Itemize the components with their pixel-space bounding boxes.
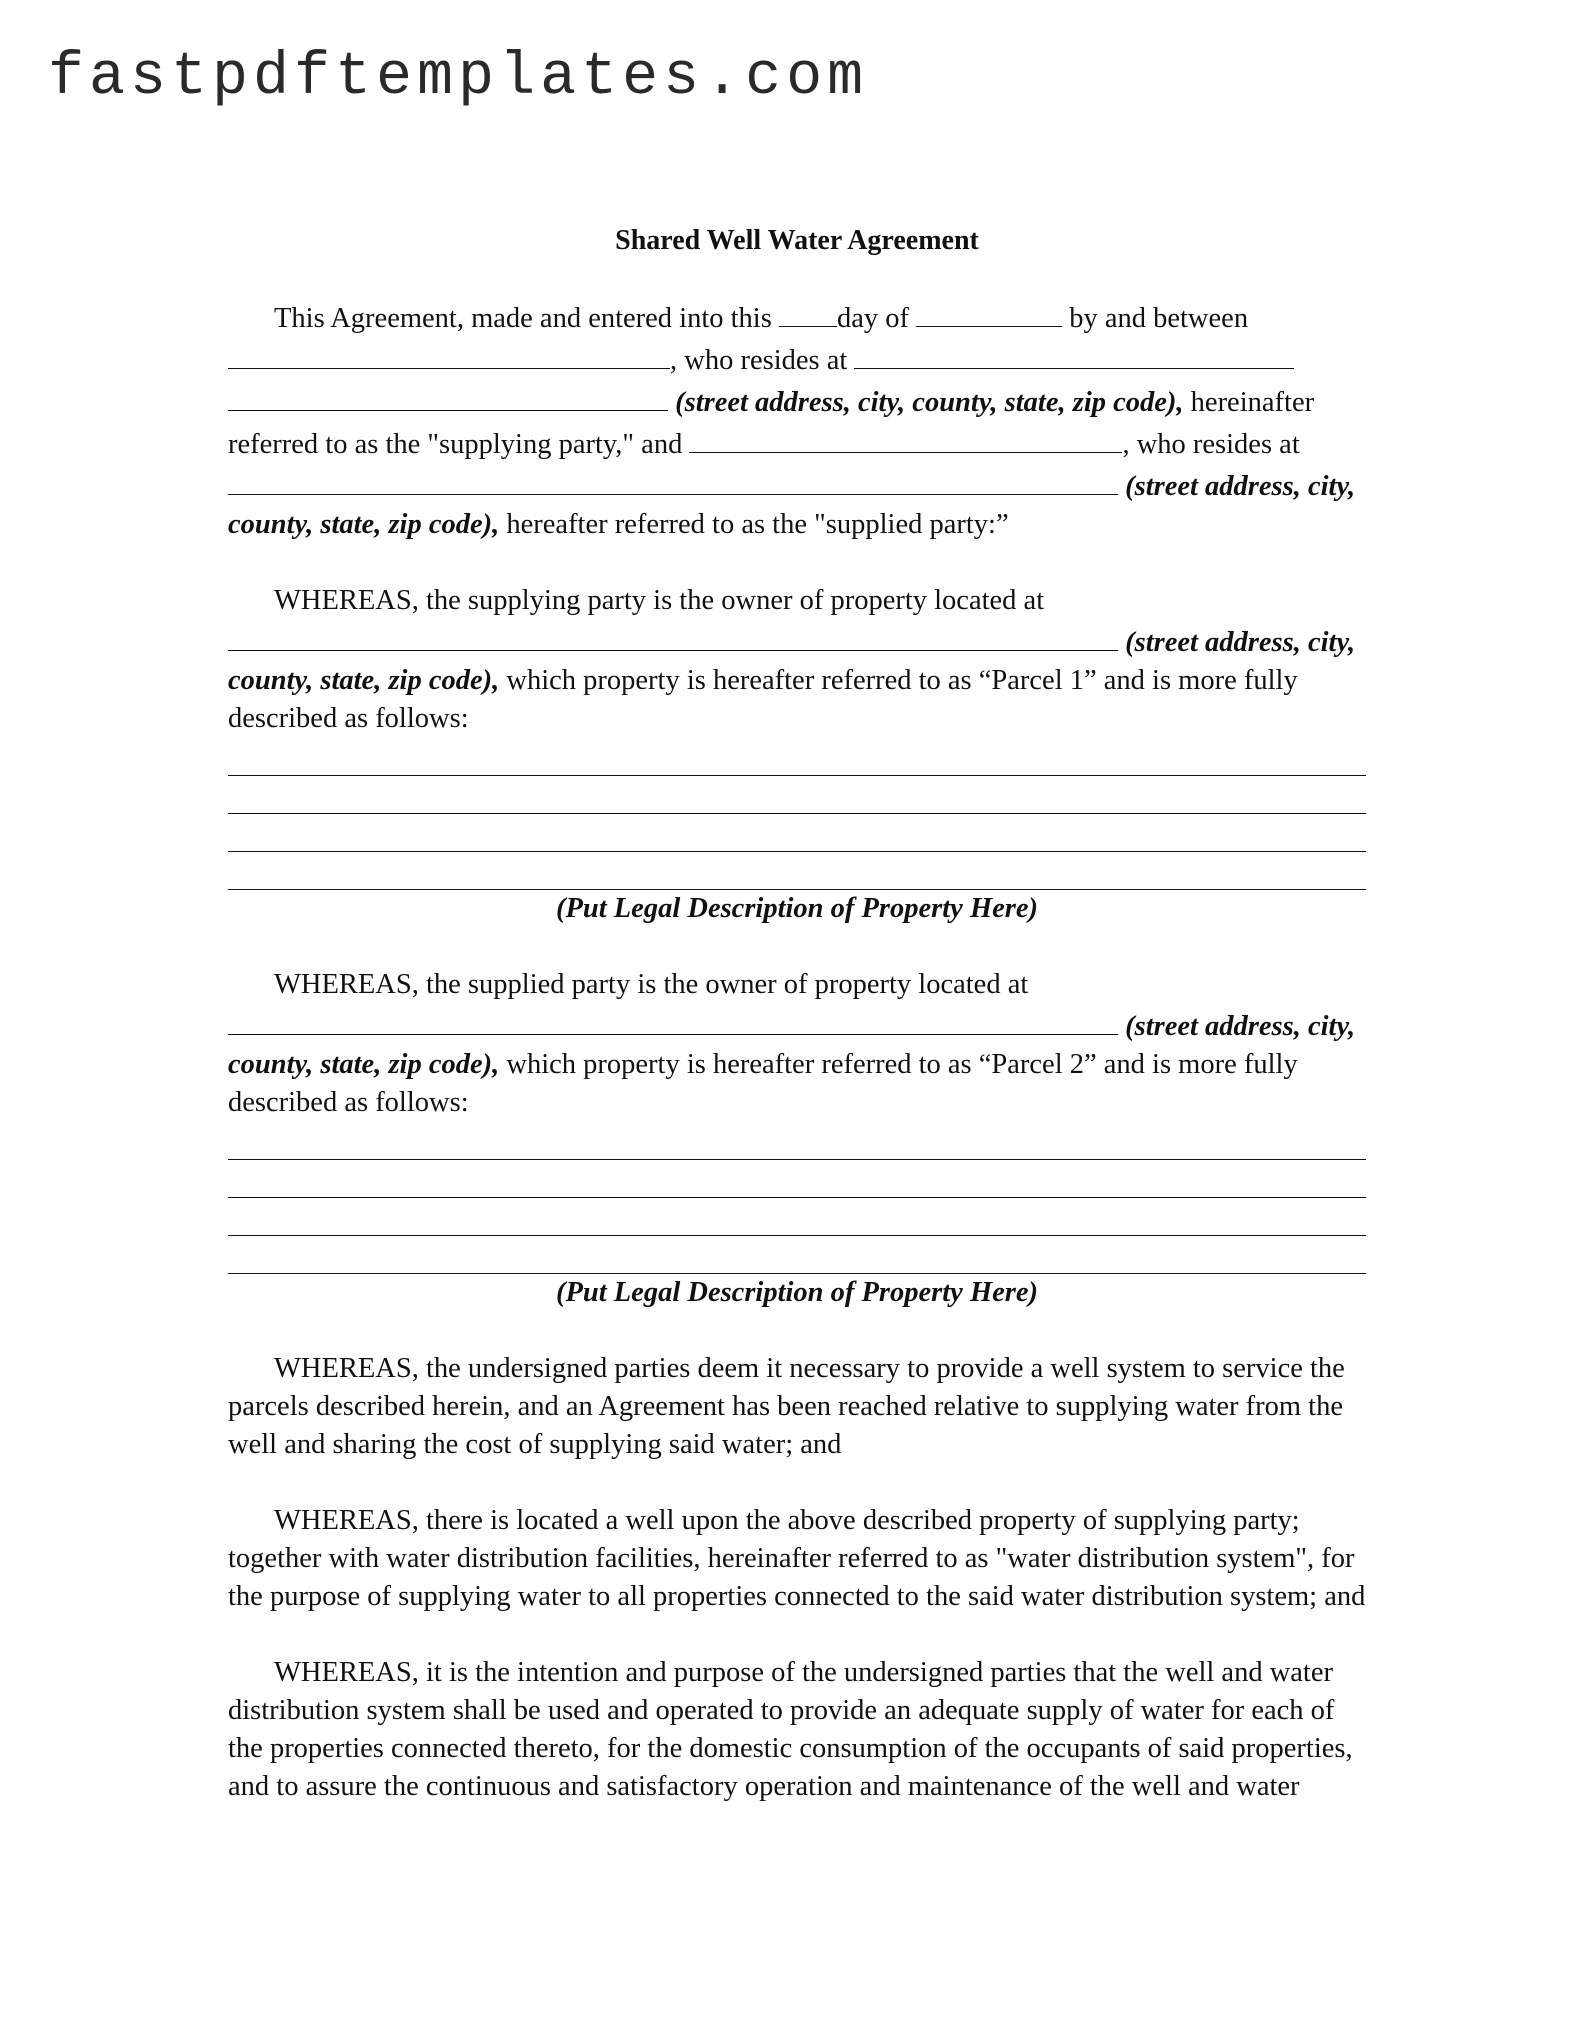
parcel1-line-3 bbox=[228, 662, 1366, 700]
parcel2-line-3 bbox=[228, 1046, 1366, 1084]
intro-line-3 bbox=[228, 380, 1366, 422]
whereas-necessary-paragraph: WHEREAS, the undersigned parties deem it necessary to provide a well system to service the parcels described herein, and an Agreement has been reached relative to supplying water from the well and sharing the cost of supplying said water; and bbox=[228, 1353, 1345, 1460]
parcel2-legal-line[interactable] bbox=[228, 1122, 1366, 1160]
parcel1-legal-line[interactable] bbox=[228, 738, 1366, 776]
intro-text: , who resides at bbox=[1122, 429, 1300, 460]
parcel2-lead: WHEREAS, the supplied party is the owner of property located at bbox=[274, 969, 1029, 1000]
parcel2-caption: (Put Legal Description of Property Here) bbox=[555, 1277, 1039, 1308]
intro-text: , who resides at bbox=[670, 345, 855, 376]
parcel1-lead: WHEREAS, the supplying party is the owner of property located at bbox=[274, 585, 1045, 616]
intro-text: hereinafter bbox=[1183, 387, 1315, 418]
parcel2-text: which property is hereafter referred to as “Parcel 2” and is more fully bbox=[499, 1049, 1298, 1080]
parcel1-caption: (Put Legal Description of Property Here) bbox=[555, 893, 1039, 924]
document-page bbox=[228, 222, 1366, 1844]
intro-line-4 bbox=[228, 422, 1366, 464]
intro-text: day of bbox=[836, 303, 917, 334]
intro-text: by and between bbox=[1062, 303, 1249, 334]
supplied-party-address-blank[interactable] bbox=[228, 464, 1118, 495]
parcel1-legal-line[interactable] bbox=[228, 776, 1366, 814]
address-hint: county, state, zip code), bbox=[228, 665, 500, 696]
whereas-intention-paragraph: WHEREAS, it is the intention and purpose of the undersigned parties that the well and water distribution system shall be used and operated to provide an adequate supply of water for each of the properties connected thereto, for the domestic consumption of the occupants of said properties, and to assure the continuous and satisfactory operation and maintenance of the well and water bbox=[228, 1657, 1353, 1802]
intro-paragraph bbox=[228, 296, 1366, 338]
intro-line-2 bbox=[228, 338, 1366, 380]
supplying-party-address-blank-2[interactable] bbox=[228, 380, 668, 411]
parcel1-address-line bbox=[228, 620, 1366, 662]
parcel2-tail: described as follows: bbox=[228, 1087, 469, 1118]
document-title: Shared Well Water Agreement bbox=[615, 225, 979, 256]
parcel2-legal-line[interactable] bbox=[228, 1236, 1366, 1274]
parcel1-legal-line[interactable] bbox=[228, 852, 1366, 890]
intro-line-5 bbox=[228, 464, 1366, 506]
parcel2-address-blank[interactable] bbox=[228, 1004, 1118, 1035]
parcel2-legal-line[interactable] bbox=[228, 1198, 1366, 1236]
supplying-party-address-blank[interactable] bbox=[854, 338, 1294, 369]
parcel1-text: which property is hereafter referred to as “Parcel 1” and is more fully bbox=[499, 665, 1298, 696]
watermark: fastpdftemplates.com bbox=[48, 44, 869, 112]
address-hint: (street address, city, bbox=[1125, 627, 1356, 658]
parcel1-legal-line[interactable] bbox=[228, 814, 1366, 852]
month-blank[interactable] bbox=[916, 296, 1062, 327]
day-blank[interactable] bbox=[779, 296, 837, 327]
address-hint: (street address, city, bbox=[1125, 471, 1356, 502]
intro-text: referred to as the "supplying party," and bbox=[228, 429, 690, 460]
address-hint: (street address, city, county, state, zip code), bbox=[675, 387, 1184, 418]
supplied-party-name-blank[interactable] bbox=[689, 422, 1122, 453]
intro-text: hereafter referred to as the "supplied party:” bbox=[499, 509, 1009, 540]
address-hint: (street address, city, bbox=[1125, 1011, 1356, 1042]
address-hint: county, state, zip code), bbox=[228, 1049, 500, 1080]
whereas-well-paragraph: WHEREAS, there is located a well upon the above described property of supplying party; together with water distribution facilities, hereinafter referred to as "water distribution system", for the purpose of supplying water to all properties connected to the said water distribution system; and bbox=[228, 1505, 1366, 1612]
intro-text: This Agreement, made and entered into this bbox=[274, 303, 779, 334]
parcel2-address-line bbox=[228, 1004, 1366, 1046]
address-hint: county, state, zip code), bbox=[228, 509, 500, 540]
parcel1-tail: described as follows: bbox=[228, 703, 469, 734]
supplying-party-name-blank[interactable] bbox=[228, 338, 670, 369]
intro-line-6 bbox=[228, 506, 1366, 544]
parcel1-address-blank[interactable] bbox=[228, 620, 1118, 651]
parcel2-legal-line[interactable] bbox=[228, 1160, 1366, 1198]
